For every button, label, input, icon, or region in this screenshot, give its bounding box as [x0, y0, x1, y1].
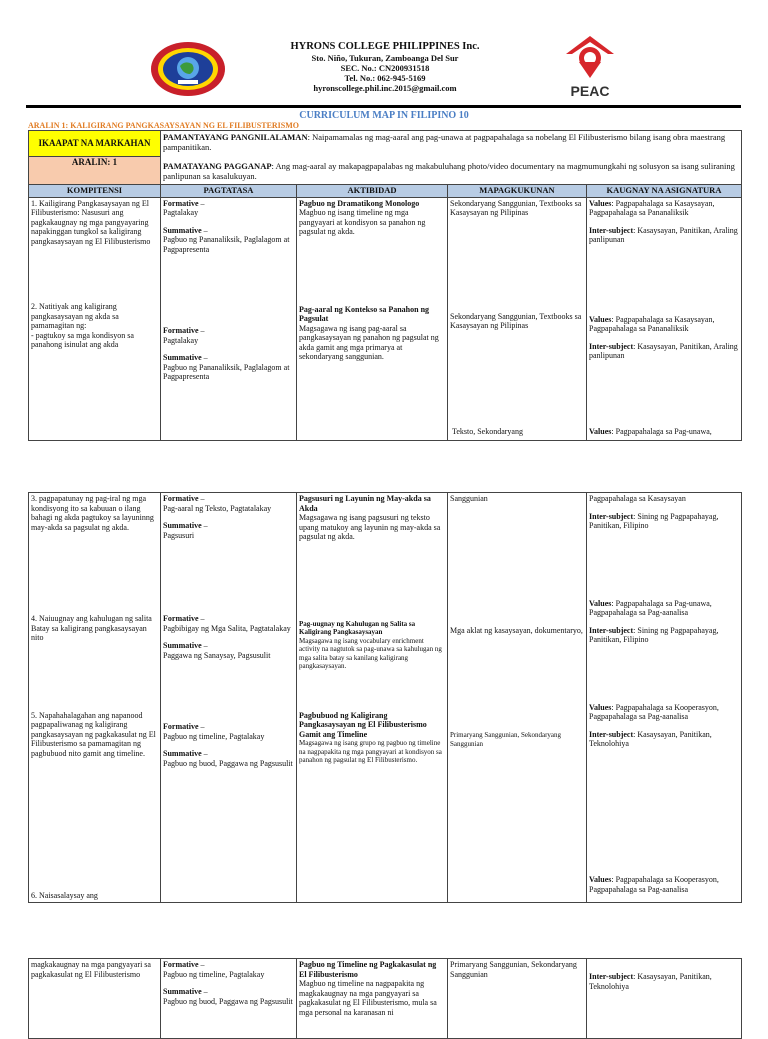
col-header-aktibidad: AKTIBIDAD: [297, 185, 448, 198]
summative-5: Pagbuo ng buod, Paggawa ng Pagsusulit: [163, 758, 293, 768]
table-row: [29, 959, 742, 1039]
summative-label: Summative: [163, 225, 202, 235]
kompitensi-6: magkakaugnay na mga pangyayari sa pagkakasulat ng El Filibusterismo: [31, 960, 151, 979]
values-label: Values: [589, 314, 612, 324]
values-5: : Pagpapahalaga sa Kooperasyon, Pagpapahalaga sa Pag-aanalisa: [589, 702, 719, 721]
values-3-cont: Pagpapahalaga sa Kasaysayan: [589, 494, 686, 503]
formative-1: Pagtalakay: [163, 208, 199, 217]
tel-number: Tel. No.: 062-945-5169: [344, 73, 426, 83]
mapagkukunan-1: Sekondaryang Sanggunian, Textbooks sa Kasaysayan ng Pilipinas: [450, 198, 582, 217]
values-tail: : Pagpapahalaga sa Kooperasyon, Pagpapahalaga sa Pag-aanalisa: [589, 875, 719, 894]
col-header-kaugnay: KAUGNAY NA ASIGNATURA: [587, 185, 742, 198]
map-title: CURRICULUM MAP IN FILIPINO 10: [299, 110, 469, 121]
summative-6: Pagbuo ng buod, Paggawa ng Pagsusulit: [163, 996, 293, 1006]
formative-label: Formative: [163, 960, 199, 969]
quarter-label: IKAAPAT NA MARKAHAN: [38, 137, 151, 148]
mapagkukunan-cell: [448, 493, 587, 903]
inter-label: Inter-subject: [589, 341, 634, 351]
formative-label: Formative: [163, 494, 199, 503]
values-4: : Pagpapahalaga sa Pag-unawa, Pagpapahalaga sa Pag-aanalisa: [589, 598, 712, 617]
kompitensi-6-start: 6. Naisasalaysay ang: [31, 890, 98, 900]
aralin-heading: ARALIN 1: KALIGIRANG PANGKASAYSAYAN NG EL FILIBUSTERISMO: [28, 121, 300, 130]
formative-label: Formative: [163, 326, 199, 335]
dash: –: [198, 722, 205, 731]
summative-2: Pagbuo ng Pananaliksik, Paglalagom at Pagpapresenta: [163, 362, 290, 381]
college-name: HYRONS COLLEGE PHILIPPINES Inc.: [290, 41, 480, 52]
aktibidad-body-4: Magsagawa ng isang vocabulary enrichment activity na nagtutok sa pag-unawa sa kahulugan ng mga salita batay sa kanilang kaligirang pangkasaysayan.: [299, 636, 442, 670]
summative-label: Summative: [163, 353, 202, 362]
table-row: [29, 493, 742, 903]
inter-3: : Sining ng Pagpapahayag, Panitikan, Filipino: [589, 511, 719, 530]
curriculum-table-page3: [28, 958, 742, 1039]
aktibidad-body-6: Magbuo ng timeline na nagpapakita ng magkakaugnay na mga pangyayari sa pagkakasulat ng El Filibusterismo, mula sa mga personal na karanasan ni: [299, 979, 437, 1017]
values-label: Values: [589, 198, 612, 208]
kompitensi-2: 2. Natitiyak ang kaligirang pangkasaysayan ng akda sa pamamagitan ng:: [31, 302, 119, 330]
summative-1: Pagbuo ng Pananaliksik, Paglalagom at Pagpapresenta: [163, 235, 290, 254]
aktibidad-title-5: Pagbubuod ng Kaligirang Pangkasaysayan ng El Filibusterismo Gamit ang Timeline: [299, 710, 427, 739]
mapagkukunan-3: Sanggunian: [450, 494, 488, 503]
values-tail: : Pagpapahalaga sa Pag-unawa,: [611, 427, 712, 436]
letterhead: [255, 40, 515, 93]
inter-label: Inter-subject: [589, 729, 634, 739]
dash: –: [198, 614, 205, 623]
summative-label: Summative: [163, 521, 202, 530]
dash: –: [198, 494, 205, 503]
col-header-pagtatasa: PAGTATASA: [161, 185, 297, 198]
content-standard-text: : Naipamamalas ng mag-aaral ang pag-unawa at pagpapahalaga sa nobelang El Filibusterismo bilang isang obra maestrang pampanitikan.: [163, 132, 726, 152]
aktibidad-cell: [297, 959, 448, 1039]
formative-4: Pagbibigay ng Mga Salita, Pagtatalakay: [163, 623, 291, 633]
mapagkukunan-6: Primaryang Sanggunian, Sekondaryang Sanggunian: [450, 960, 577, 979]
inter-label: Inter-subject: [589, 511, 634, 521]
inter-label: Inter-subject: [589, 972, 634, 981]
kompitensi-cell: [29, 959, 161, 1039]
quarter-cell: [29, 131, 161, 157]
inter-1: : Kasaysayan, Panitikan, Araling panlipunan: [589, 225, 738, 244]
mapagkukunan-2: Sekondaryang Sanggunian, Textbooks sa Kasaysayan ng Pilipinas: [450, 311, 582, 330]
kompitensi-4: 4. Naiuugnay ang kahulugan ng salita Batay sa kaligirang pangkasaysayan nito: [31, 614, 152, 642]
dash: –: [201, 225, 208, 235]
mapagkukunan-5: Primaryang Sanggunian, Sekondaryang Sanggunian: [450, 731, 562, 748]
mapagkukunan-tail: Teksto, Sekondaryang: [452, 427, 523, 436]
values-label: Values: [589, 875, 612, 884]
dash: –: [198, 198, 205, 208]
kompitensi-3: 3. pagpapatunay ng pag-iral ng mga kondisyong ito sa kabuuan o ilang bahagi ng akda pagtukoy sa layuninng may-akda sa pagsulat ng akda.: [31, 494, 154, 532]
aktibidad-title-1: Pagbuo ng Dramatikong Monologo: [299, 198, 420, 208]
dash: –: [198, 960, 205, 969]
aktibidad-title-3: Pagsusuri ng Layunin ng May-akda sa Akda: [299, 494, 431, 513]
formative-label: Formative: [163, 722, 199, 731]
values-1: : Pagpapahalaga sa Kasaysayan, Pagpapahalaga sa Pananaliksik: [589, 198, 715, 217]
formative-3: Pag-aaral ng Teksto, Pagtatalakay: [163, 503, 272, 513]
peac-label: PEAC: [570, 83, 610, 99]
sec-number: SEC. No.: CN200931518: [340, 63, 430, 73]
kompitensi-1: 1. Kailigirang Pangkasaysayan ng El Filibusterismo: Nasusuri ang pagkakaugnay ng mga pangyayaring napakinggan tungkol sa kaligirang pangkasaysayan ng El Filibusterismo: [31, 198, 151, 246]
performance-standard-label: PAMATAYANG PAGGANAP: [163, 161, 272, 171]
values-label: Values: [589, 427, 612, 436]
col-header-mapagkukunan: MAPAGKUKUNAN: [448, 185, 587, 198]
inter-2: : Kasaysayan, Panitikan, Araling panlipunan: [589, 341, 738, 360]
header-rule-thick: [26, 105, 741, 108]
kaugnay-cell: [587, 959, 742, 1039]
col-header-kompitensi: KOMPITENSI: [29, 185, 161, 198]
mapagkukunan-cell: [448, 959, 587, 1039]
kompitensi-cell: [29, 197, 161, 440]
pagtatasa-cell: [161, 959, 297, 1039]
aktibidad-body-3: Magsagawa ng isang pagsusuri ng teksto upang matukoy ang layunin ng may-akda sa pagsulat ng akda.: [299, 513, 441, 541]
aktibidad-cell: [297, 493, 448, 903]
formative-5: Pagbuo ng timeline, Pagtalakay: [163, 731, 265, 741]
inter-6: : Kasaysayan, Panitikan, Teknolohiya: [589, 972, 712, 991]
kaugnay-cell: [587, 197, 742, 440]
aktibidad-body-5: Magsagawa ng isang grupo ng pagbuo ng timeline na nagpapakita ng mga pangyayari at kondisyon sa panahon ng pagsulat ng El Filibusterismo.: [299, 739, 442, 764]
values-label: Values: [589, 598, 612, 608]
summative-3: Pagsusuri: [163, 530, 195, 540]
curriculum-table-page1: [28, 130, 742, 441]
dash: –: [201, 987, 208, 996]
inter-4: : Sining ng Pagpapahayag, Panitikan, Filipino: [589, 625, 719, 644]
curriculum-table-page2: [28, 492, 742, 903]
dash: –: [201, 749, 208, 758]
pagtatasa-cell: [161, 197, 297, 440]
formative-label: Formative: [163, 614, 199, 623]
mapagkukunan-cell: [448, 197, 587, 440]
performance-standard-text: : Ang mag-aaral ay makapagpapalabas ng makabuluhang photo/video documentary na magmumungkahi ng solusyon sa isang suliraning panlipunan sa kasalukuyan.: [163, 161, 735, 181]
aktibidad-cell: [297, 197, 448, 440]
kaugnay-cell: [587, 493, 742, 903]
content-standard-label: PAMANTAYANG PANGNILALAMAN: [163, 132, 308, 142]
lesson-label: ARALIN: 1: [71, 157, 118, 167]
mapagkukunan-4: Mga aklat ng kasaysayan, dokumentaryo,: [450, 625, 583, 635]
kompitensi-cell: [29, 493, 161, 903]
formative-label: Formative: [163, 198, 199, 208]
values-2: : Pagpapahalaga sa Kasaysayan, Pagpapahalaga sa Pananaliksik: [589, 314, 715, 333]
formative-2: Pagtalakay: [163, 335, 199, 345]
dash: –: [201, 353, 208, 362]
inter-5: : Kasaysayan, Panitikan, Teknolohiya: [589, 729, 712, 748]
aktibidad-body-2: Magsagawa ng isang pag-aaral sa pangkasaysayan ng panahon ng pagsulat ng akda gamit ang mga primarya at sekondaryang sanggunian.: [299, 323, 439, 361]
values-label: Values: [589, 702, 612, 712]
table-row: [29, 197, 742, 440]
summative-4: Paggawa ng Sanaysay, Pagsusulit: [163, 650, 271, 660]
aktibidad-body-1: Magbuo ng isang timeline ng mga pangyayari at kondisyon sa panahon ng pagsulat ng akda.: [299, 208, 426, 236]
kompitensi-5: 5. Napahahalagahan ang napanood pagpapaliwanag ng kaligirang pangkasaysayan ng pagkakasulat ng El Filibusterismo sa pamamagitan ng pagbubuod nito gamit ang timeline.: [31, 710, 156, 758]
formative-6: Pagbuo ng timeline, Pagtalakay: [163, 969, 265, 979]
email-address: hyronscollege.phil.inc.2015@gmail.com: [313, 83, 457, 93]
dash: –: [201, 521, 208, 530]
college-seal: [148, 40, 228, 98]
peac-logo: [560, 34, 620, 99]
summative-label: Summative: [163, 749, 202, 758]
dash: –: [198, 326, 205, 335]
aktibidad-title-2: Pag-aaral ng Kontekso sa Panahon ng Pagsulat: [299, 304, 430, 323]
kompitensi-2b: - pagtukoy sa mga kondisyon sa panahong isinulat ang akda: [31, 330, 134, 349]
college-address: Sto. Niño, Tukuran, Zamboanga Del Sur: [311, 53, 459, 63]
inter-label: Inter-subject: [589, 625, 634, 635]
aktibidad-title-6: Pagbuo ng Timeline ng Pagkakasulat ng El Filibusterismo: [299, 960, 437, 979]
pagtatasa-cell: [161, 493, 297, 903]
summative-label: Summative: [163, 641, 202, 650]
dash: –: [201, 641, 208, 650]
standards-cell: [161, 131, 742, 185]
summative-label: Summative: [163, 987, 202, 996]
aktibidad-title-4: Pag-uugnay ng Kahulugan ng Salita sa Kaligirang Pangkasaysayan: [299, 619, 416, 636]
lesson-cell: [29, 157, 161, 185]
inter-label: Inter-subject: [589, 225, 634, 235]
